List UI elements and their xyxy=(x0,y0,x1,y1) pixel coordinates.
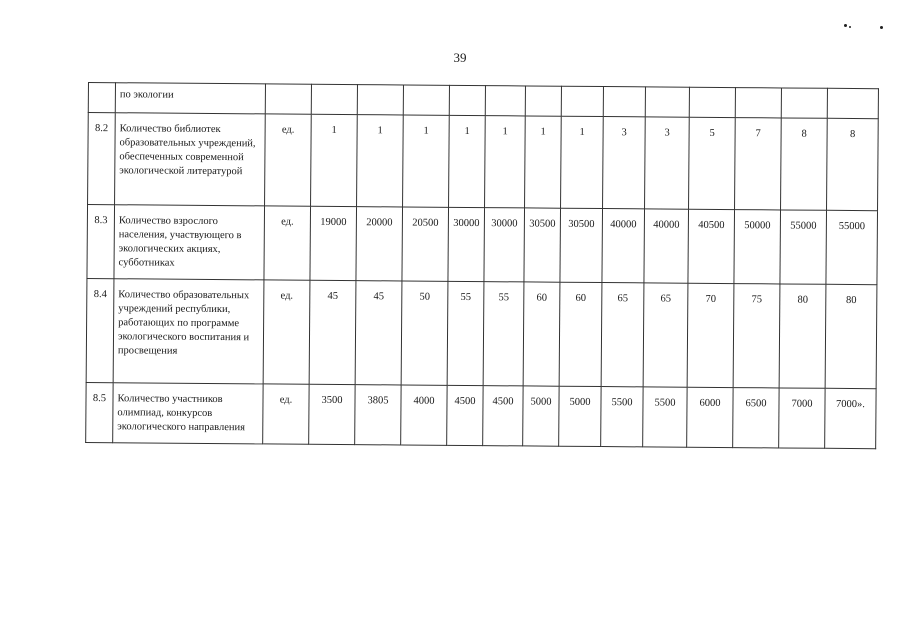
row-value: 5500 xyxy=(601,387,643,447)
table-row xyxy=(88,113,879,211)
row-value: 40500 xyxy=(688,209,735,283)
row-value: 80 xyxy=(825,284,877,388)
row-value: 6500 xyxy=(733,388,779,448)
row-description: Количество библиотек образовательных учреждений, обеспеченных современной экологической литературой xyxy=(115,113,266,206)
row-value: 4500 xyxy=(483,386,523,446)
row-value: 3 xyxy=(603,117,646,209)
row-value: 55000 xyxy=(780,210,827,284)
row-value: 4500 xyxy=(447,385,483,445)
row-value: 55 xyxy=(447,281,484,385)
row-value: 1 xyxy=(485,116,526,208)
row-value: 60 xyxy=(523,282,560,386)
row-index: 8.4 xyxy=(86,278,114,382)
row-value: 30500 xyxy=(560,208,603,282)
row-value: 55 xyxy=(483,282,524,386)
row-value: 45 xyxy=(309,280,356,384)
data-table-wrapper xyxy=(85,82,878,449)
row-value: 3805 xyxy=(355,385,401,445)
row-value: 7 xyxy=(735,118,782,210)
row-value: 5000 xyxy=(559,386,601,446)
row-description: Количество образовательных учреждений республики, работающих по программе экологического воспитания и просвещения xyxy=(113,279,264,384)
row-value: 50000 xyxy=(734,210,781,284)
scan-specks xyxy=(840,20,890,32)
row-value: 40000 xyxy=(644,209,689,283)
row-value: 7000». xyxy=(825,388,876,448)
row-value: 8 xyxy=(781,118,828,210)
row-unit: ед. xyxy=(263,280,310,384)
row-value: 80 xyxy=(779,284,826,388)
row-value: 1 xyxy=(357,115,404,207)
row-value: 8 xyxy=(827,118,879,210)
row-description: Количество участников олимпиад, конкурсов экологического направления xyxy=(113,383,263,444)
row-value: 5500 xyxy=(643,387,687,447)
page-number: 39 xyxy=(453,50,467,65)
row-index: 8.3 xyxy=(87,205,115,279)
row-value: 1 xyxy=(449,115,486,207)
row-value: 4000 xyxy=(401,385,447,445)
row-unit: ед. xyxy=(263,384,309,444)
table-row xyxy=(87,205,878,285)
row-value: 75 xyxy=(733,284,780,388)
table-row xyxy=(86,278,877,388)
indicators-table xyxy=(85,82,879,449)
row-value: 19000 xyxy=(310,206,357,280)
row-value: 1 xyxy=(403,115,450,207)
row-value: 6000 xyxy=(687,387,733,447)
row-value: 40000 xyxy=(602,209,645,283)
table-row xyxy=(86,382,876,448)
row-value: 3 xyxy=(645,117,690,209)
row-value: 65 xyxy=(643,283,688,387)
row-value: 5 xyxy=(689,117,736,209)
row-value: 3500 xyxy=(309,384,355,444)
row-description: Количество взрослого населения, участвующего в экологических акциях, субботниках xyxy=(114,205,265,280)
row-value: 1 xyxy=(311,114,358,206)
row-value: 65 xyxy=(601,283,644,387)
row-value: 1 xyxy=(525,116,562,208)
row-value: 1 xyxy=(561,116,604,208)
row-value: 20000 xyxy=(356,207,403,281)
row-value: 7000 xyxy=(779,388,825,448)
row-description: по экологии xyxy=(115,83,265,114)
row-unit: ед. xyxy=(264,206,311,280)
row-value: 20500 xyxy=(402,207,449,281)
row-value: 50 xyxy=(401,281,448,385)
row-index: 8.5 xyxy=(86,382,113,442)
row-unit: ед. xyxy=(265,114,312,206)
row-index: 8.2 xyxy=(88,113,116,205)
row-value: 5000 xyxy=(523,386,559,446)
row-value: 30500 xyxy=(524,208,561,282)
row-value: 60 xyxy=(559,282,602,386)
row-value: 30000 xyxy=(484,208,525,282)
row-value: 45 xyxy=(355,281,402,385)
row-value: 70 xyxy=(687,283,734,387)
row-value: 55000 xyxy=(826,210,878,284)
row-value: 30000 xyxy=(448,207,485,281)
